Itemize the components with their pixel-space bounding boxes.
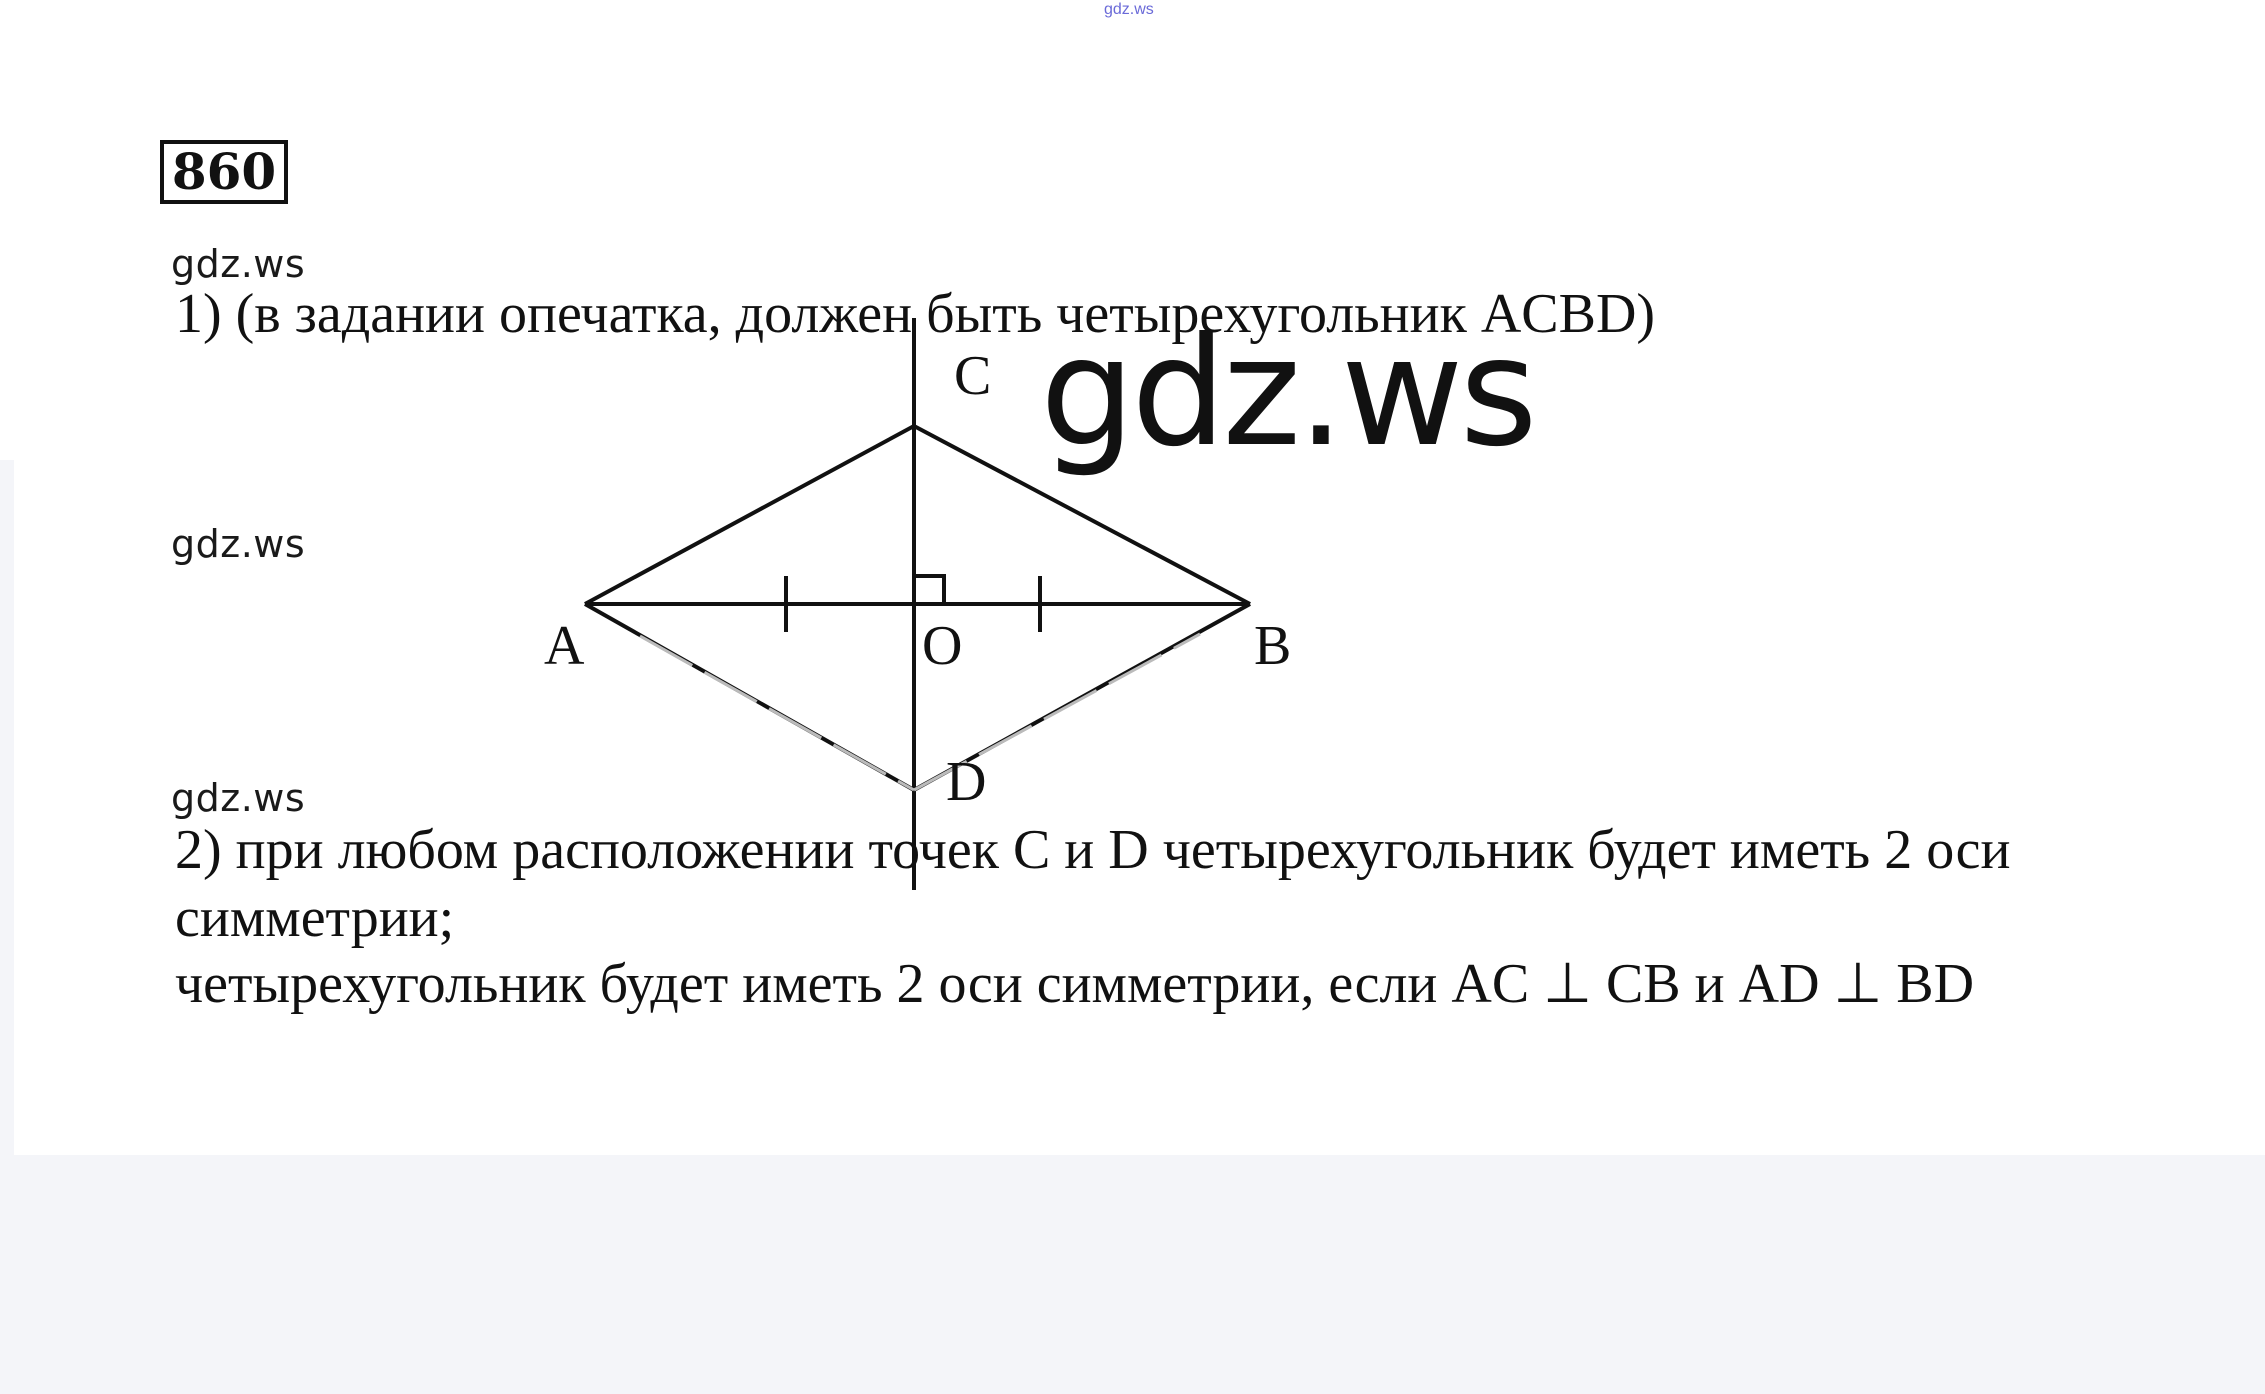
part1-text: 1) (в задании опечатка, должен быть четырехугольник ACBD) (175, 283, 1656, 345)
label-point-d: D (946, 751, 987, 813)
side-ac (585, 426, 914, 604)
right-angle-mark (914, 576, 944, 604)
label-point-b: B (1254, 615, 1292, 677)
label-point-a: A (544, 615, 585, 677)
problem-number-box: 860 (160, 140, 288, 204)
watermark-small-3: gdz.ws (171, 776, 306, 820)
label-point-o: O (922, 615, 963, 677)
part2-line1-text: 2) при любом расположении точек C и D четырехугольник будет иметь 2 оси (175, 819, 2011, 881)
watermark-small-2: gdz.ws (171, 522, 306, 566)
part2-line2-text: симметрии; (175, 887, 455, 949)
label-point-c: C (954, 345, 992, 407)
watermark-large: gdz.ws (1040, 306, 1534, 480)
side-ad-shadow (640, 636, 914, 790)
top-watermark: gdz.ws (1104, 1, 1154, 18)
part2-line3-text: четырехугольник будет иметь 2 оси симметрии, если AC ⊥ CB и AD ⊥ BD (175, 953, 1975, 1015)
watermark-small-1: gdz.ws (171, 242, 306, 286)
